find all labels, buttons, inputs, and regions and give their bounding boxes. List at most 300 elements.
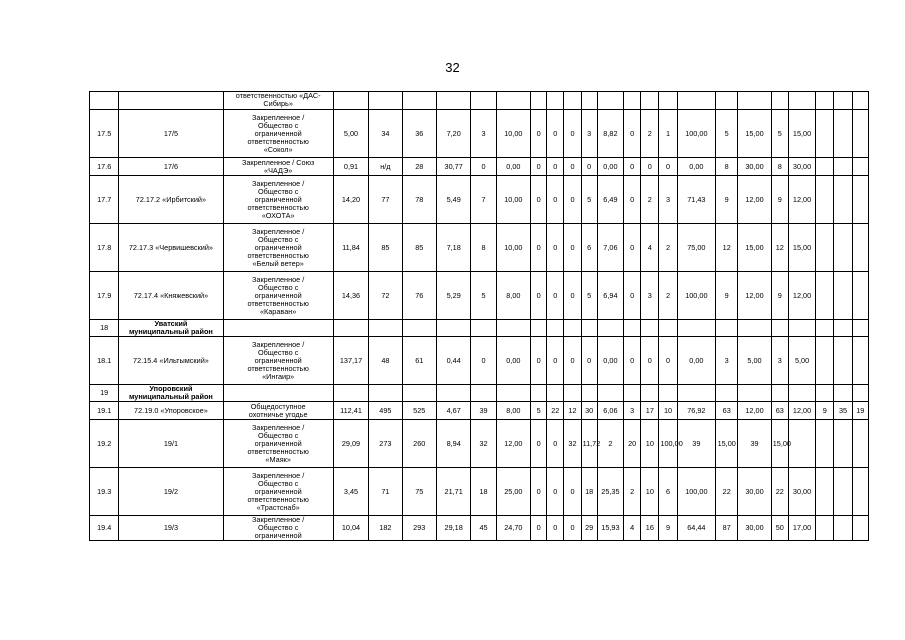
value-cell: 8 [471,224,496,272]
hunting-ground-kind-cell: Закрепленное / Общество с ограниченной ответственностью «Маяк» [223,420,333,468]
value-cell: 10 [641,420,659,468]
value-cell: 3 [641,272,659,320]
value-cell: 12 [771,224,788,272]
value-cell: 8,94 [436,420,470,468]
value-cell: 77 [369,176,402,224]
value-cell [659,92,677,110]
value-cell: 36 [402,110,436,158]
value-cell: 5 [716,110,738,158]
value-cell: 0 [471,337,496,385]
table-row-continuation [90,92,869,110]
value-cell: 6,94 [597,272,623,320]
value-cell [816,337,834,385]
value-cell: 0 [547,158,564,176]
value-cell: 100,00 [677,468,715,516]
value-cell [852,337,868,385]
value-cell [834,176,852,224]
table-row [90,158,869,176]
value-cell: 5 [581,176,597,224]
value-cell: 10 [659,402,677,420]
value-cell: 0 [531,420,547,468]
value-cell: 0 [624,337,641,385]
value-cell: 0 [547,110,564,158]
table-row [90,224,869,272]
value-cell [369,320,402,337]
value-cell: 0 [531,110,547,158]
value-cell [547,320,564,337]
value-cell: 15,93 [597,516,623,541]
value-cell: 100,00 [677,272,715,320]
value-cell: 525 [402,402,436,420]
value-cell: 10 [641,468,659,516]
hunting-ground-kind-cell: Закрепленное / Общество с ограниченной ответственностью «Ингаир» [223,337,333,385]
row-number-cell: 17.6 [90,158,119,176]
value-cell: 0 [564,176,581,224]
value-cell: 63 [771,402,788,420]
value-cell [788,92,815,110]
value-cell: 5,00 [788,337,815,385]
value-cell [771,92,788,110]
value-cell [581,385,597,402]
value-cell: 5 [471,272,496,320]
value-cell: 12,00 [738,272,771,320]
value-cell: 30,00 [788,158,815,176]
value-cell: 0,00 [496,337,530,385]
value-cell [597,320,623,337]
value-cell [852,272,868,320]
value-cell: 182 [369,516,402,541]
hunting-quota-table [89,91,869,541]
row-number-cell: 19.1 [90,402,119,420]
value-cell [531,92,547,110]
value-cell: 0 [624,224,641,272]
value-cell [581,92,597,110]
value-cell: 100,00 [677,110,715,158]
value-cell: 273 [369,420,402,468]
value-cell [834,320,852,337]
value-cell: 0 [564,337,581,385]
value-cell: 30,00 [738,158,771,176]
hunting-ground-kind-cell: Закрепленное / Общество с ограниченной ответственностью «Караван» [223,272,333,320]
value-cell [402,385,436,402]
value-cell [816,224,834,272]
value-cell: 1 [659,110,677,158]
value-cell [852,92,868,110]
value-cell: 4,67 [436,402,470,420]
value-cell [436,385,470,402]
hunting-ground-name-cell: 72.15.4 «Ильтымский» [119,337,223,385]
value-cell: 0 [624,272,641,320]
row-number-cell: 18.1 [90,337,119,385]
value-cell: 137,17 [333,337,368,385]
value-cell: 9 [816,402,834,420]
value-cell [624,320,641,337]
value-cell: 0 [581,337,597,385]
value-cell [788,420,815,468]
value-cell: 25,35 [597,468,623,516]
value-cell: 75 [402,468,436,516]
hunting-ground-kind-cell [223,385,333,402]
value-cell: н/д [369,158,402,176]
value-cell: 25,00 [496,468,530,516]
value-cell: 39 [471,402,496,420]
value-cell: 76 [402,272,436,320]
value-cell: 10,00 [496,110,530,158]
value-cell [369,385,402,402]
row-number-cell: 19.4 [90,516,119,541]
value-cell: 0 [564,272,581,320]
value-cell: 0 [641,158,659,176]
value-cell: 12,00 [788,272,815,320]
value-cell: 5,00 [333,110,368,158]
value-cell: 22 [771,468,788,516]
value-cell: 0 [581,158,597,176]
district-header-row [90,320,869,337]
value-cell [369,92,402,110]
value-cell: 3,45 [333,468,368,516]
value-cell [402,320,436,337]
value-cell: 0,00 [496,158,530,176]
value-cell: 29,09 [333,420,368,468]
value-cell [597,92,623,110]
value-cell: 0,00 [677,337,715,385]
value-cell: 0,44 [436,337,470,385]
value-cell [471,320,496,337]
value-cell: 61 [402,337,436,385]
row-number-cell: 17.5 [90,110,119,158]
value-cell: 0 [624,176,641,224]
value-cell: 112,41 [333,402,368,420]
value-cell [816,516,834,541]
value-cell: 0 [624,110,641,158]
hunting-ground-name-cell: 72.17.3 «Червишевский» [119,224,223,272]
value-cell: 0,00 [597,158,623,176]
value-cell [547,385,564,402]
value-cell: 39 [738,420,771,468]
value-cell: 19 [852,402,868,420]
row-number-cell: 17.9 [90,272,119,320]
value-cell [788,320,815,337]
value-cell [771,385,788,402]
table-row [90,516,869,541]
value-cell: 7 [471,176,496,224]
hunting-ground-kind-cell: Закрепленное / Общество с ограниченной ответственностью «Сокол» [223,110,333,158]
value-cell: 0 [564,468,581,516]
value-cell [471,385,496,402]
value-cell: 2 [659,224,677,272]
value-cell [641,92,659,110]
value-cell [771,320,788,337]
value-cell [834,516,852,541]
value-cell [816,468,834,516]
value-cell [564,92,581,110]
value-cell [738,92,771,110]
value-cell [834,110,852,158]
hunting-ground-kind-cell: Закрепленное / Союз «ЧАДЭ» [223,158,333,176]
value-cell: 2 [659,272,677,320]
value-cell: 5 [531,402,547,420]
value-cell [641,385,659,402]
value-cell: 0 [531,158,547,176]
value-cell [716,385,738,402]
value-cell [716,92,738,110]
value-cell [852,516,868,541]
value-cell: 0 [547,176,564,224]
value-cell: 12 [716,224,738,272]
value-cell: 30,00 [738,468,771,516]
value-cell [402,92,436,110]
value-cell: 3 [471,110,496,158]
value-cell: 22 [547,402,564,420]
value-cell [531,320,547,337]
hunting-ground-kind-cell: ответственностью «ДАС- Сибирь» [223,92,333,110]
page-number: 32 [445,60,460,75]
value-cell: 29,18 [436,516,470,541]
value-cell [834,158,852,176]
value-cell: 11,84 [333,224,368,272]
value-cell: 32 [564,420,581,468]
value-cell: 75,00 [677,224,715,272]
value-cell [852,320,868,337]
value-cell [816,92,834,110]
hunting-ground-name-cell: 17/6 [119,158,223,176]
hunting-ground-kind-cell: Общедоступное охотничье угодье [223,402,333,420]
hunting-ground-kind-cell: Закрепленное / Общество с ограниченной [223,516,333,541]
value-cell: 28 [402,158,436,176]
value-cell [677,92,715,110]
value-cell: 30,00 [788,468,815,516]
value-cell: 87 [716,516,738,541]
value-cell [496,320,530,337]
value-cell [738,385,771,402]
value-cell: 3 [659,176,677,224]
table-row [90,110,869,158]
value-cell: 15,00 [771,420,788,468]
value-cell: 9 [659,516,677,541]
value-cell: 12,00 [788,402,815,420]
value-cell [834,385,852,402]
value-cell [716,320,738,337]
value-cell [816,158,834,176]
value-cell: 100,00 [659,420,677,468]
row-number-cell: 17.7 [90,176,119,224]
value-cell [496,385,530,402]
value-cell: 7,20 [436,110,470,158]
value-cell: 10,04 [333,516,368,541]
value-cell: 0 [624,158,641,176]
value-cell: 9 [771,272,788,320]
table-row [90,337,869,385]
value-cell: 6,49 [597,176,623,224]
hunting-ground-kind-cell [223,320,333,337]
value-cell: 48 [369,337,402,385]
value-cell: 30,00 [738,516,771,541]
value-cell: 3 [771,337,788,385]
value-cell: 11,72 [581,420,597,468]
value-cell [834,337,852,385]
value-cell: 85 [369,224,402,272]
value-cell: 34 [369,110,402,158]
value-cell: 15,00 [788,110,815,158]
value-cell: 2 [641,176,659,224]
value-cell: 16 [641,516,659,541]
hunting-ground-name-cell: 72.17.2 «Ирбитский» [119,176,223,224]
value-cell [834,468,852,516]
value-cell: 12,00 [738,402,771,420]
value-cell: 12 [564,402,581,420]
value-cell: 78 [402,176,436,224]
value-cell: 0,00 [597,337,623,385]
hunting-ground-name-cell: 19/2 [119,468,223,516]
value-cell: 21,71 [436,468,470,516]
value-cell: 18 [471,468,496,516]
value-cell: 0 [659,337,677,385]
value-cell: 4 [641,224,659,272]
value-cell: 10,00 [496,224,530,272]
value-cell: 8,82 [597,110,623,158]
value-cell [659,385,677,402]
value-cell [624,92,641,110]
value-cell: 17 [641,402,659,420]
value-cell [816,320,834,337]
value-cell: 0 [531,468,547,516]
row-number-cell [90,92,119,110]
value-cell [641,320,659,337]
value-cell: 71,43 [677,176,715,224]
value-cell: 3 [581,110,597,158]
value-cell: 495 [369,402,402,420]
value-cell: 0 [641,337,659,385]
value-cell: 76,92 [677,402,715,420]
value-cell: 85 [402,224,436,272]
value-cell: 0 [531,224,547,272]
value-cell: 7,18 [436,224,470,272]
value-cell: 0 [564,110,581,158]
value-cell [852,385,868,402]
value-cell: 2 [597,420,623,468]
value-cell [816,272,834,320]
value-cell: 0 [547,224,564,272]
district-name-cell: Упоровский муниципальный район [119,385,223,402]
value-cell [834,224,852,272]
value-cell: 3 [624,402,641,420]
value-cell: 50 [771,516,788,541]
value-cell [333,385,368,402]
table-row [90,402,869,420]
value-cell: 14,36 [333,272,368,320]
value-cell: 15,00 [788,224,815,272]
value-cell [333,320,368,337]
value-cell: 30 [581,402,597,420]
value-cell: 0 [547,468,564,516]
value-cell [852,110,868,158]
value-cell: 45 [471,516,496,541]
value-cell [677,320,715,337]
value-cell: 0 [531,272,547,320]
value-cell: 0 [531,337,547,385]
table-row [90,176,869,224]
value-cell: 24,70 [496,516,530,541]
row-number-cell: 19 [90,385,119,402]
value-cell [738,320,771,337]
value-cell [816,176,834,224]
value-cell: 8 [771,158,788,176]
value-cell: 12,00 [788,176,815,224]
value-cell: 0 [547,420,564,468]
value-cell: 6 [659,468,677,516]
hunting-ground-name-cell [119,92,223,110]
value-cell: 6 [581,224,597,272]
hunting-ground-name-cell: 17/5 [119,110,223,158]
value-cell: 35 [834,402,852,420]
value-cell: 63 [716,402,738,420]
value-cell: 12,00 [738,176,771,224]
value-cell: 0 [531,516,547,541]
value-cell: 17,00 [788,516,815,541]
value-cell: 30,77 [436,158,470,176]
value-cell: 8,00 [496,272,530,320]
value-cell: 293 [402,516,436,541]
value-cell [852,224,868,272]
value-cell [436,320,470,337]
value-cell: 20 [624,420,641,468]
value-cell: 5,49 [436,176,470,224]
value-cell: 0 [471,158,496,176]
value-cell: 0 [564,158,581,176]
value-cell [471,92,496,110]
value-cell [834,92,852,110]
value-cell [677,385,715,402]
value-cell: 260 [402,420,436,468]
value-cell: 12,00 [496,420,530,468]
row-number-cell: 19.3 [90,468,119,516]
value-cell: 0 [547,337,564,385]
table-row [90,420,869,468]
value-cell: 6,06 [597,402,623,420]
value-cell [852,468,868,516]
value-cell [834,272,852,320]
value-cell: 7,06 [597,224,623,272]
value-cell: 32 [471,420,496,468]
value-cell [834,420,852,468]
district-name-cell: Уватский муниципальный район [119,320,223,337]
value-cell [816,385,834,402]
value-cell: 71 [369,468,402,516]
value-cell: 72 [369,272,402,320]
value-cell: 14,20 [333,176,368,224]
value-cell [597,385,623,402]
value-cell: 8,00 [496,402,530,420]
value-cell: 5,29 [436,272,470,320]
row-number-cell: 19.2 [90,420,119,468]
value-cell: 2 [624,468,641,516]
value-cell: 15,00 [738,224,771,272]
value-cell: 39 [677,420,715,468]
value-cell: 0 [564,224,581,272]
value-cell [816,110,834,158]
value-cell [624,385,641,402]
value-cell: 15,00 [716,420,738,468]
hunting-ground-name-cell: 19/3 [119,516,223,541]
value-cell: 8 [716,158,738,176]
value-cell: 5 [771,110,788,158]
value-cell [564,385,581,402]
value-cell [547,92,564,110]
value-cell: 18 [581,468,597,516]
hunting-ground-kind-cell: Закрепленное / Общество с ограниченной ответственностью «Трастснаб» [223,468,333,516]
value-cell [496,92,530,110]
value-cell [436,92,470,110]
